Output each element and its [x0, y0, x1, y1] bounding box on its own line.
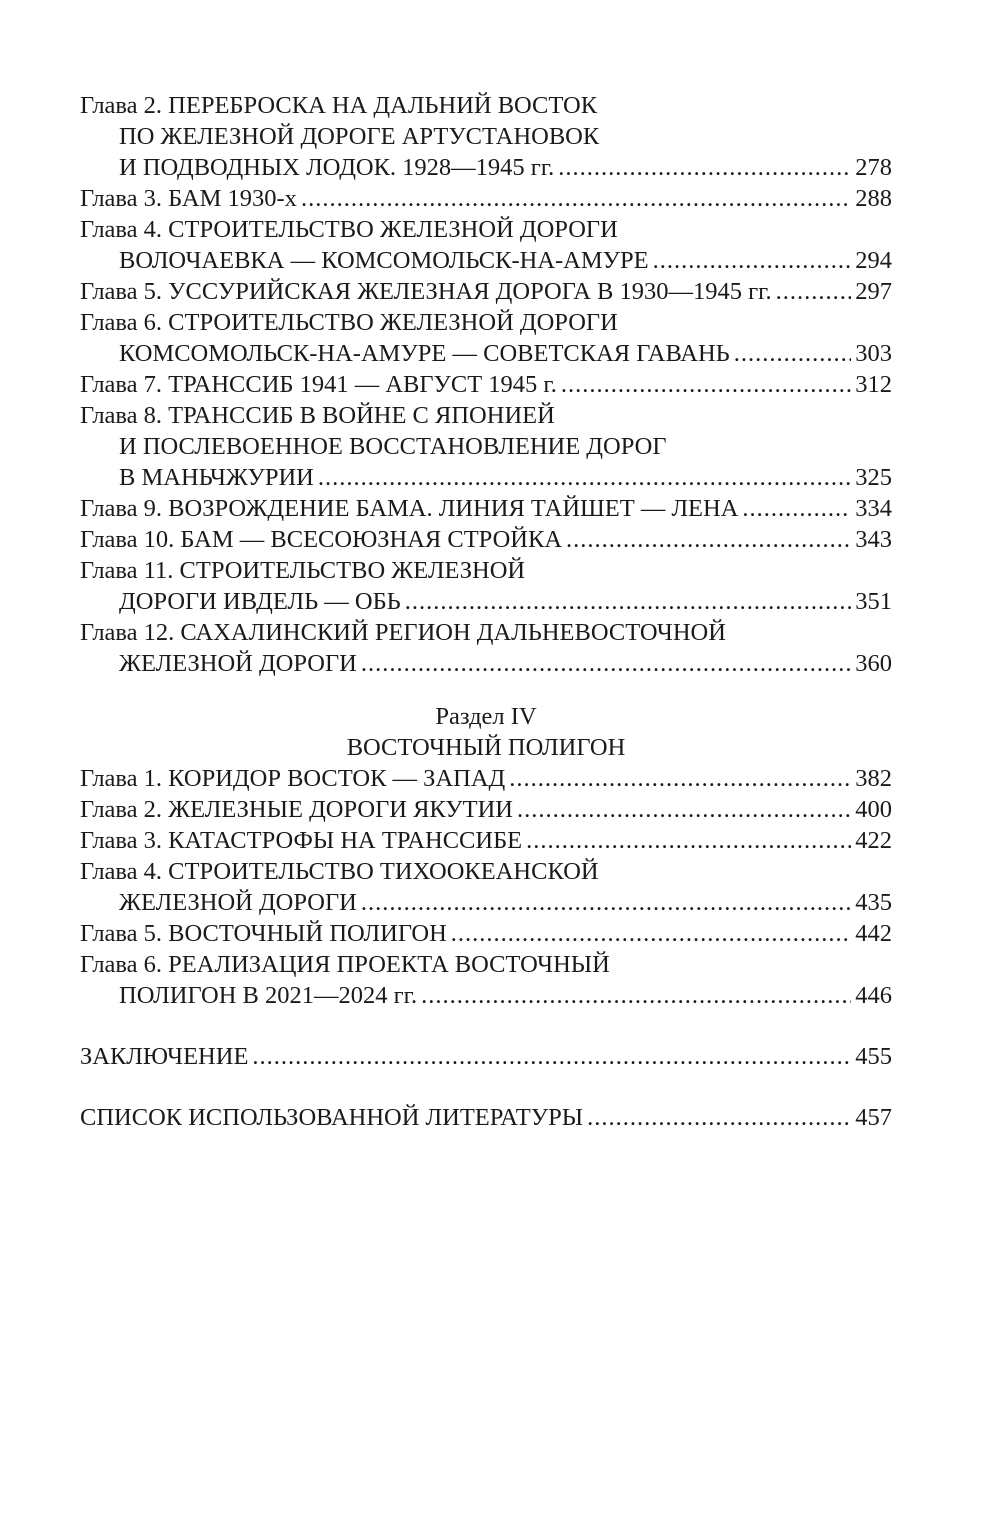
toc-entry-title: КОМСОМОЛЬСК-НА-АМУРЕ — СОВЕТСКАЯ ГАВАНЬ	[119, 340, 730, 367]
toc-entry[interactable]	[80, 617, 892, 679]
dot-leader	[318, 462, 851, 493]
toc-entry[interactable]	[80, 524, 892, 555]
dot-leader	[361, 648, 851, 679]
toc-entry-title-line: Глава 4. СТРОИТЕЛЬСТВО ЖЕЛЕЗНОЙ ДОРОГИ	[80, 216, 618, 243]
dot-leader	[734, 338, 852, 369]
toc-page-number: 422	[855, 827, 892, 854]
toc-entry-title: Глава 10. БАМ — ВСЕСОЮЗНАЯ СТРОЙКА	[80, 526, 563, 553]
toc-entry-title: Глава 5. УССУРИЙСКАЯ ЖЕЛЕЗНАЯ ДОРОГА В 1930—1945 гг.	[80, 278, 772, 305]
toc-entry[interactable]	[80, 214, 892, 276]
section-title: ВОСТОЧНЫЙ ПОЛИГОН	[346, 734, 626, 761]
toc-entry-title: ЖЕЛЕЗНОЙ ДОРОГИ	[119, 650, 357, 677]
toc-entry-title: Глава 9. ВОЗРОЖДЕНИЕ БАМА. ЛИНИЯ ТАЙШЕТ — ЛЕНА	[80, 495, 739, 522]
dot-leader	[361, 887, 851, 918]
spacer	[80, 1072, 892, 1102]
toc-page-number: 278	[855, 154, 892, 181]
dot-leader	[526, 825, 851, 856]
toc-entry-title-line: ПО ЖЕЛЕЗНОЙ ДОРОГЕ АРТУСТАНОВОК	[119, 123, 600, 150]
toc-entry[interactable]	[80, 493, 892, 524]
dot-leader	[587, 1102, 851, 1133]
toc-entry-title: И ПОДВОДНЫХ ЛОДОК. 1928—1945 гг.	[119, 154, 555, 181]
toc-entry-title-line: Глава 11. СТРОИТЕЛЬСТВО ЖЕЛЕЗНОЙ	[80, 557, 526, 584]
toc-entry-title-line: Глава 2. ПЕРЕБРОСКА НА ДАЛЬНИЙ ВОСТОК	[80, 92, 598, 119]
toc-entry-title: СПИСОК ИСПОЛЬЗОВАННОЙ ЛИТЕРАТУРЫ	[80, 1104, 584, 1131]
spacer	[80, 1011, 892, 1041]
part4-entries	[80, 763, 892, 1011]
toc-entry[interactable]	[80, 825, 892, 856]
toc-entry[interactable]	[80, 183, 892, 214]
spacer	[80, 679, 892, 701]
toc-entry-title: Глава 7. ТРАНССИБ 1941 — АВГУСТ 1945 г.	[80, 371, 557, 398]
dot-leader	[742, 493, 851, 524]
toc-page-number: 312	[855, 371, 892, 398]
toc-entry[interactable]	[80, 555, 892, 617]
toc-entry-bibliography[interactable]	[80, 1102, 892, 1133]
toc-entry-title-line: И ПОСЛЕВОЕННОЕ ВОССТАНОВЛЕНИЕ ДОРОГ	[119, 433, 667, 460]
dot-leader	[653, 245, 852, 276]
toc-page-number: 334	[855, 495, 892, 522]
toc-page-number: 297	[855, 278, 892, 305]
toc-entry-title-line: Глава 4. СТРОИТЕЛЬСТВО ТИХООКЕАНСКОЙ	[80, 858, 599, 885]
toc-entry[interactable]	[80, 400, 892, 493]
dot-leader	[566, 524, 851, 555]
toc-entry[interactable]	[80, 856, 892, 918]
toc-page-number: 435	[855, 889, 892, 916]
dot-leader	[451, 918, 851, 949]
dot-leader	[301, 183, 851, 214]
toc-entry-title-line: Глава 12. САХАЛИНСКИЙ РЕГИОН ДАЛЬНЕВОСТОЧНОЙ	[80, 619, 726, 646]
dot-leader	[405, 586, 852, 617]
toc-entry-title-line: Глава 6. СТРОИТЕЛЬСТВО ЖЕЛЕЗНОЙ ДОРОГИ	[80, 309, 618, 336]
dot-leader	[252, 1041, 851, 1072]
toc-entry-title-line: Глава 6. РЕАЛИЗАЦИЯ ПРОЕКТА ВОСТОЧНЫЙ	[80, 951, 610, 978]
dot-leader	[561, 369, 851, 400]
toc-page-number: 457	[855, 1104, 892, 1131]
toc-entry-title: В МАНЬЧЖУРИИ	[119, 464, 314, 491]
toc-entry-title-line: Глава 8. ТРАНССИБ В ВОЙНЕ С ЯПОНИЕЙ	[80, 402, 555, 429]
toc-entry-conclusion[interactable]	[80, 1041, 892, 1072]
toc-entry[interactable]	[80, 307, 892, 369]
toc-page-number: 288	[855, 185, 892, 212]
toc-entry[interactable]	[80, 794, 892, 825]
section-label: Раздел IV	[435, 703, 537, 730]
dot-leader	[509, 763, 851, 794]
toc-entry-title: Глава 3. КАТАСТРОФЫ НА ТРАНССИБЕ	[80, 827, 523, 854]
toc-entry-title: Глава 2. ЖЕЛЕЗНЫЕ ДОРОГИ ЯКУТИИ	[80, 796, 513, 823]
toc-page-number: 360	[855, 650, 892, 677]
toc-entry[interactable]	[80, 763, 892, 794]
toc-entry-title: ПОЛИГОН В 2021—2024 гг.	[119, 982, 418, 1009]
toc-entry-title: ЖЕЛЕЗНОЙ ДОРОГИ	[119, 889, 357, 916]
toc-page-number: 455	[855, 1043, 892, 1070]
toc-entry-title: Глава 1. КОРИДОР ВОСТОК — ЗАПАД	[80, 765, 506, 792]
dot-leader	[776, 276, 852, 307]
toc-entry-title: ЗАКЛЮЧЕНИЕ	[80, 1043, 249, 1070]
toc-entry[interactable]	[80, 90, 892, 183]
table-of-contents	[80, 90, 892, 1133]
toc-entry-title: ДОРОГИ ИВДЕЛЬ — ОБЬ	[119, 588, 401, 615]
toc-page-number: 442	[855, 920, 892, 947]
dot-leader	[421, 980, 851, 1011]
toc-entry[interactable]	[80, 276, 892, 307]
dot-leader	[517, 794, 851, 825]
toc-page-number: 351	[855, 588, 892, 615]
toc-page-number: 400	[855, 796, 892, 823]
toc-page-number: 303	[855, 340, 892, 367]
toc-entry[interactable]	[80, 949, 892, 1011]
toc-page-number: 343	[855, 526, 892, 553]
toc-entry-title: Глава 5. ВОСТОЧНЫЙ ПОЛИГОН	[80, 920, 447, 947]
toc-entry[interactable]	[80, 369, 892, 400]
dot-leader	[558, 152, 851, 183]
toc-page-number: 294	[855, 247, 892, 274]
part3-entries	[80, 90, 892, 679]
toc-page-number: 325	[855, 464, 892, 491]
toc-entry-title: Глава 3. БАМ 1930-х	[80, 185, 297, 212]
toc-entry-title: ВОЛОЧАЕВКА — КОМСОМОЛЬСК-НА-АМУРЕ	[119, 247, 649, 274]
toc-page-number: 382	[855, 765, 892, 792]
toc-page-number: 446	[855, 982, 892, 1009]
toc-entry[interactable]	[80, 918, 892, 949]
